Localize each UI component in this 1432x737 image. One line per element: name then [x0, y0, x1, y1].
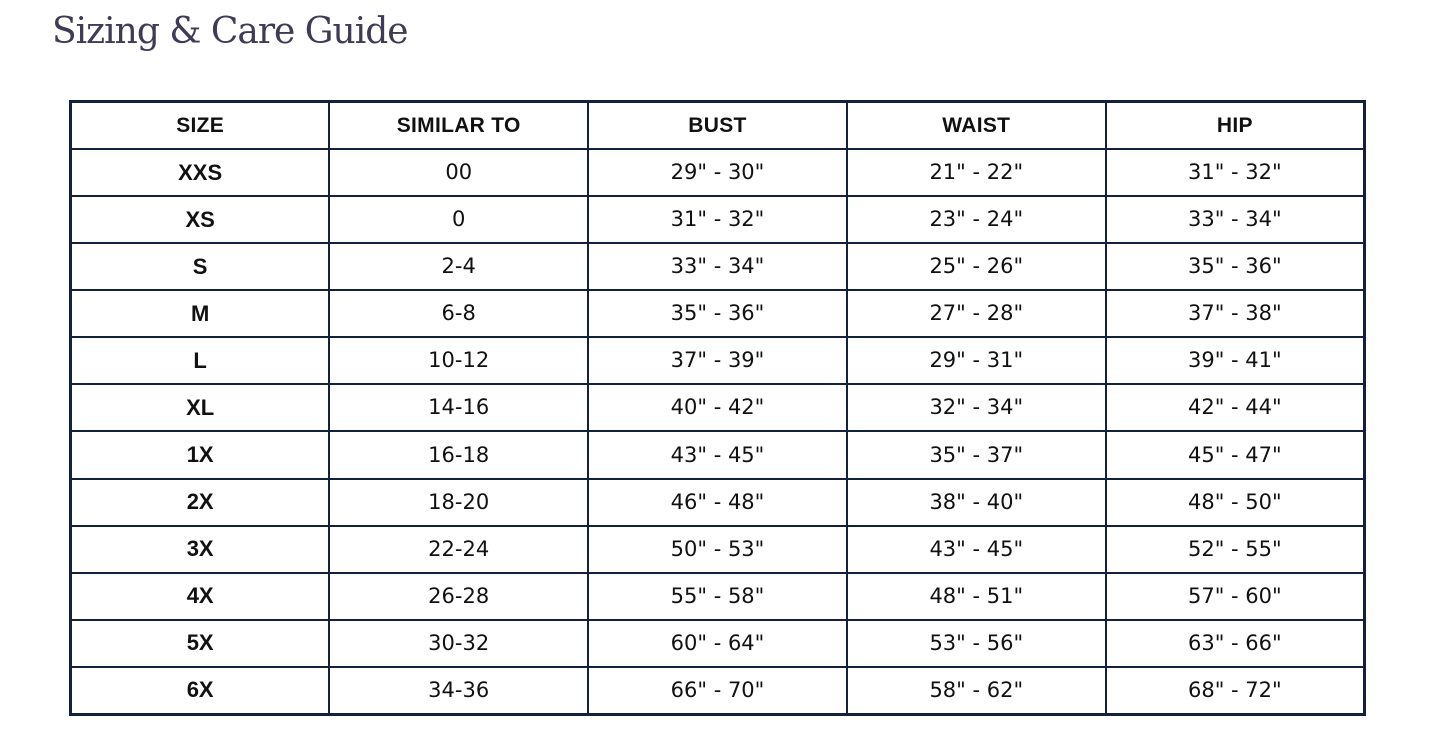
table-row	[71, 337, 1365, 384]
cell-hip: 63" - 66"	[1106, 620, 1365, 667]
cell-waist: 38" - 40"	[847, 479, 1106, 526]
table-body	[71, 149, 1365, 715]
cell-similar-to: 26-28	[329, 573, 588, 620]
table-row	[71, 479, 1365, 526]
cell-bust: 33" - 34"	[588, 243, 847, 290]
cell-waist: 32" - 34"	[847, 384, 1106, 431]
column-header-similar-to: SIMILAR TO	[329, 102, 588, 150]
cell-waist: 53" - 56"	[847, 620, 1106, 667]
cell-hip: 33" - 34"	[1106, 196, 1365, 243]
cell-bust: 31" - 32"	[588, 196, 847, 243]
cell-hip: 57" - 60"	[1106, 573, 1365, 620]
cell-waist: 25" - 26"	[847, 243, 1106, 290]
cell-bust: 50" - 53"	[588, 526, 847, 573]
cell-bust: 29" - 30"	[588, 149, 847, 196]
cell-bust: 46" - 48"	[588, 479, 847, 526]
cell-hip: 37" - 38"	[1106, 290, 1365, 337]
cell-hip: 68" - 72"	[1106, 667, 1365, 715]
cell-hip: 45" - 47"	[1106, 431, 1365, 478]
cell-size: 4X	[71, 573, 330, 620]
table-header	[71, 102, 1365, 150]
table-row	[71, 149, 1365, 196]
cell-hip: 39" - 41"	[1106, 337, 1365, 384]
cell-bust: 55" - 58"	[588, 573, 847, 620]
cell-waist: 43" - 45"	[847, 526, 1106, 573]
cell-waist: 35" - 37"	[847, 431, 1106, 478]
cell-size: 6X	[71, 667, 330, 715]
table-row	[71, 431, 1365, 478]
cell-similar-to: 2-4	[329, 243, 588, 290]
cell-size: L	[71, 337, 330, 384]
cell-similar-to: 30-32	[329, 620, 588, 667]
cell-similar-to: 16-18	[329, 431, 588, 478]
cell-size: 3X	[71, 526, 330, 573]
table-row	[71, 620, 1365, 667]
cell-hip: 42" - 44"	[1106, 384, 1365, 431]
cell-size: XXS	[71, 149, 330, 196]
cell-size: XL	[71, 384, 330, 431]
cell-size: 5X	[71, 620, 330, 667]
cell-bust: 66" - 70"	[588, 667, 847, 715]
table-row	[71, 290, 1365, 337]
cell-waist: 29" - 31"	[847, 337, 1106, 384]
cell-size: XS	[71, 196, 330, 243]
column-header-hip: HIP	[1106, 102, 1365, 150]
cell-hip: 52" - 55"	[1106, 526, 1365, 573]
cell-bust: 43" - 45"	[588, 431, 847, 478]
table-row	[71, 384, 1365, 431]
cell-similar-to: 10-12	[329, 337, 588, 384]
size-chart-table	[69, 100, 1366, 716]
cell-similar-to: 00	[329, 149, 588, 196]
cell-bust: 37" - 39"	[588, 337, 847, 384]
page-title: Sizing & Care Guide	[52, 11, 408, 52]
cell-similar-to: 0	[329, 196, 588, 243]
cell-waist: 58" - 62"	[847, 667, 1106, 715]
table-row	[71, 243, 1365, 290]
cell-waist: 21" - 22"	[847, 149, 1106, 196]
column-header-waist: WAIST	[847, 102, 1106, 150]
cell-hip: 31" - 32"	[1106, 149, 1365, 196]
cell-waist: 27" - 28"	[847, 290, 1106, 337]
cell-size: 2X	[71, 479, 330, 526]
cell-bust: 60" - 64"	[588, 620, 847, 667]
table-row	[71, 667, 1365, 715]
cell-similar-to: 18-20	[329, 479, 588, 526]
cell-bust: 35" - 36"	[588, 290, 847, 337]
cell-size: S	[71, 243, 330, 290]
cell-waist: 48" - 51"	[847, 573, 1106, 620]
column-header-bust: BUST	[588, 102, 847, 150]
cell-similar-to: 14-16	[329, 384, 588, 431]
cell-bust: 40" - 42"	[588, 384, 847, 431]
header-row	[71, 102, 1365, 150]
table-row	[71, 526, 1365, 573]
cell-similar-to: 22-24	[329, 526, 588, 573]
cell-similar-to: 34-36	[329, 667, 588, 715]
cell-size: 1X	[71, 431, 330, 478]
cell-hip: 48" - 50"	[1106, 479, 1365, 526]
cell-similar-to: 6-8	[329, 290, 588, 337]
column-header-size: SIZE	[71, 102, 330, 150]
table-row	[71, 573, 1365, 620]
cell-hip: 35" - 36"	[1106, 243, 1365, 290]
cell-waist: 23" - 24"	[847, 196, 1106, 243]
table-row	[71, 196, 1365, 243]
cell-size: M	[71, 290, 330, 337]
